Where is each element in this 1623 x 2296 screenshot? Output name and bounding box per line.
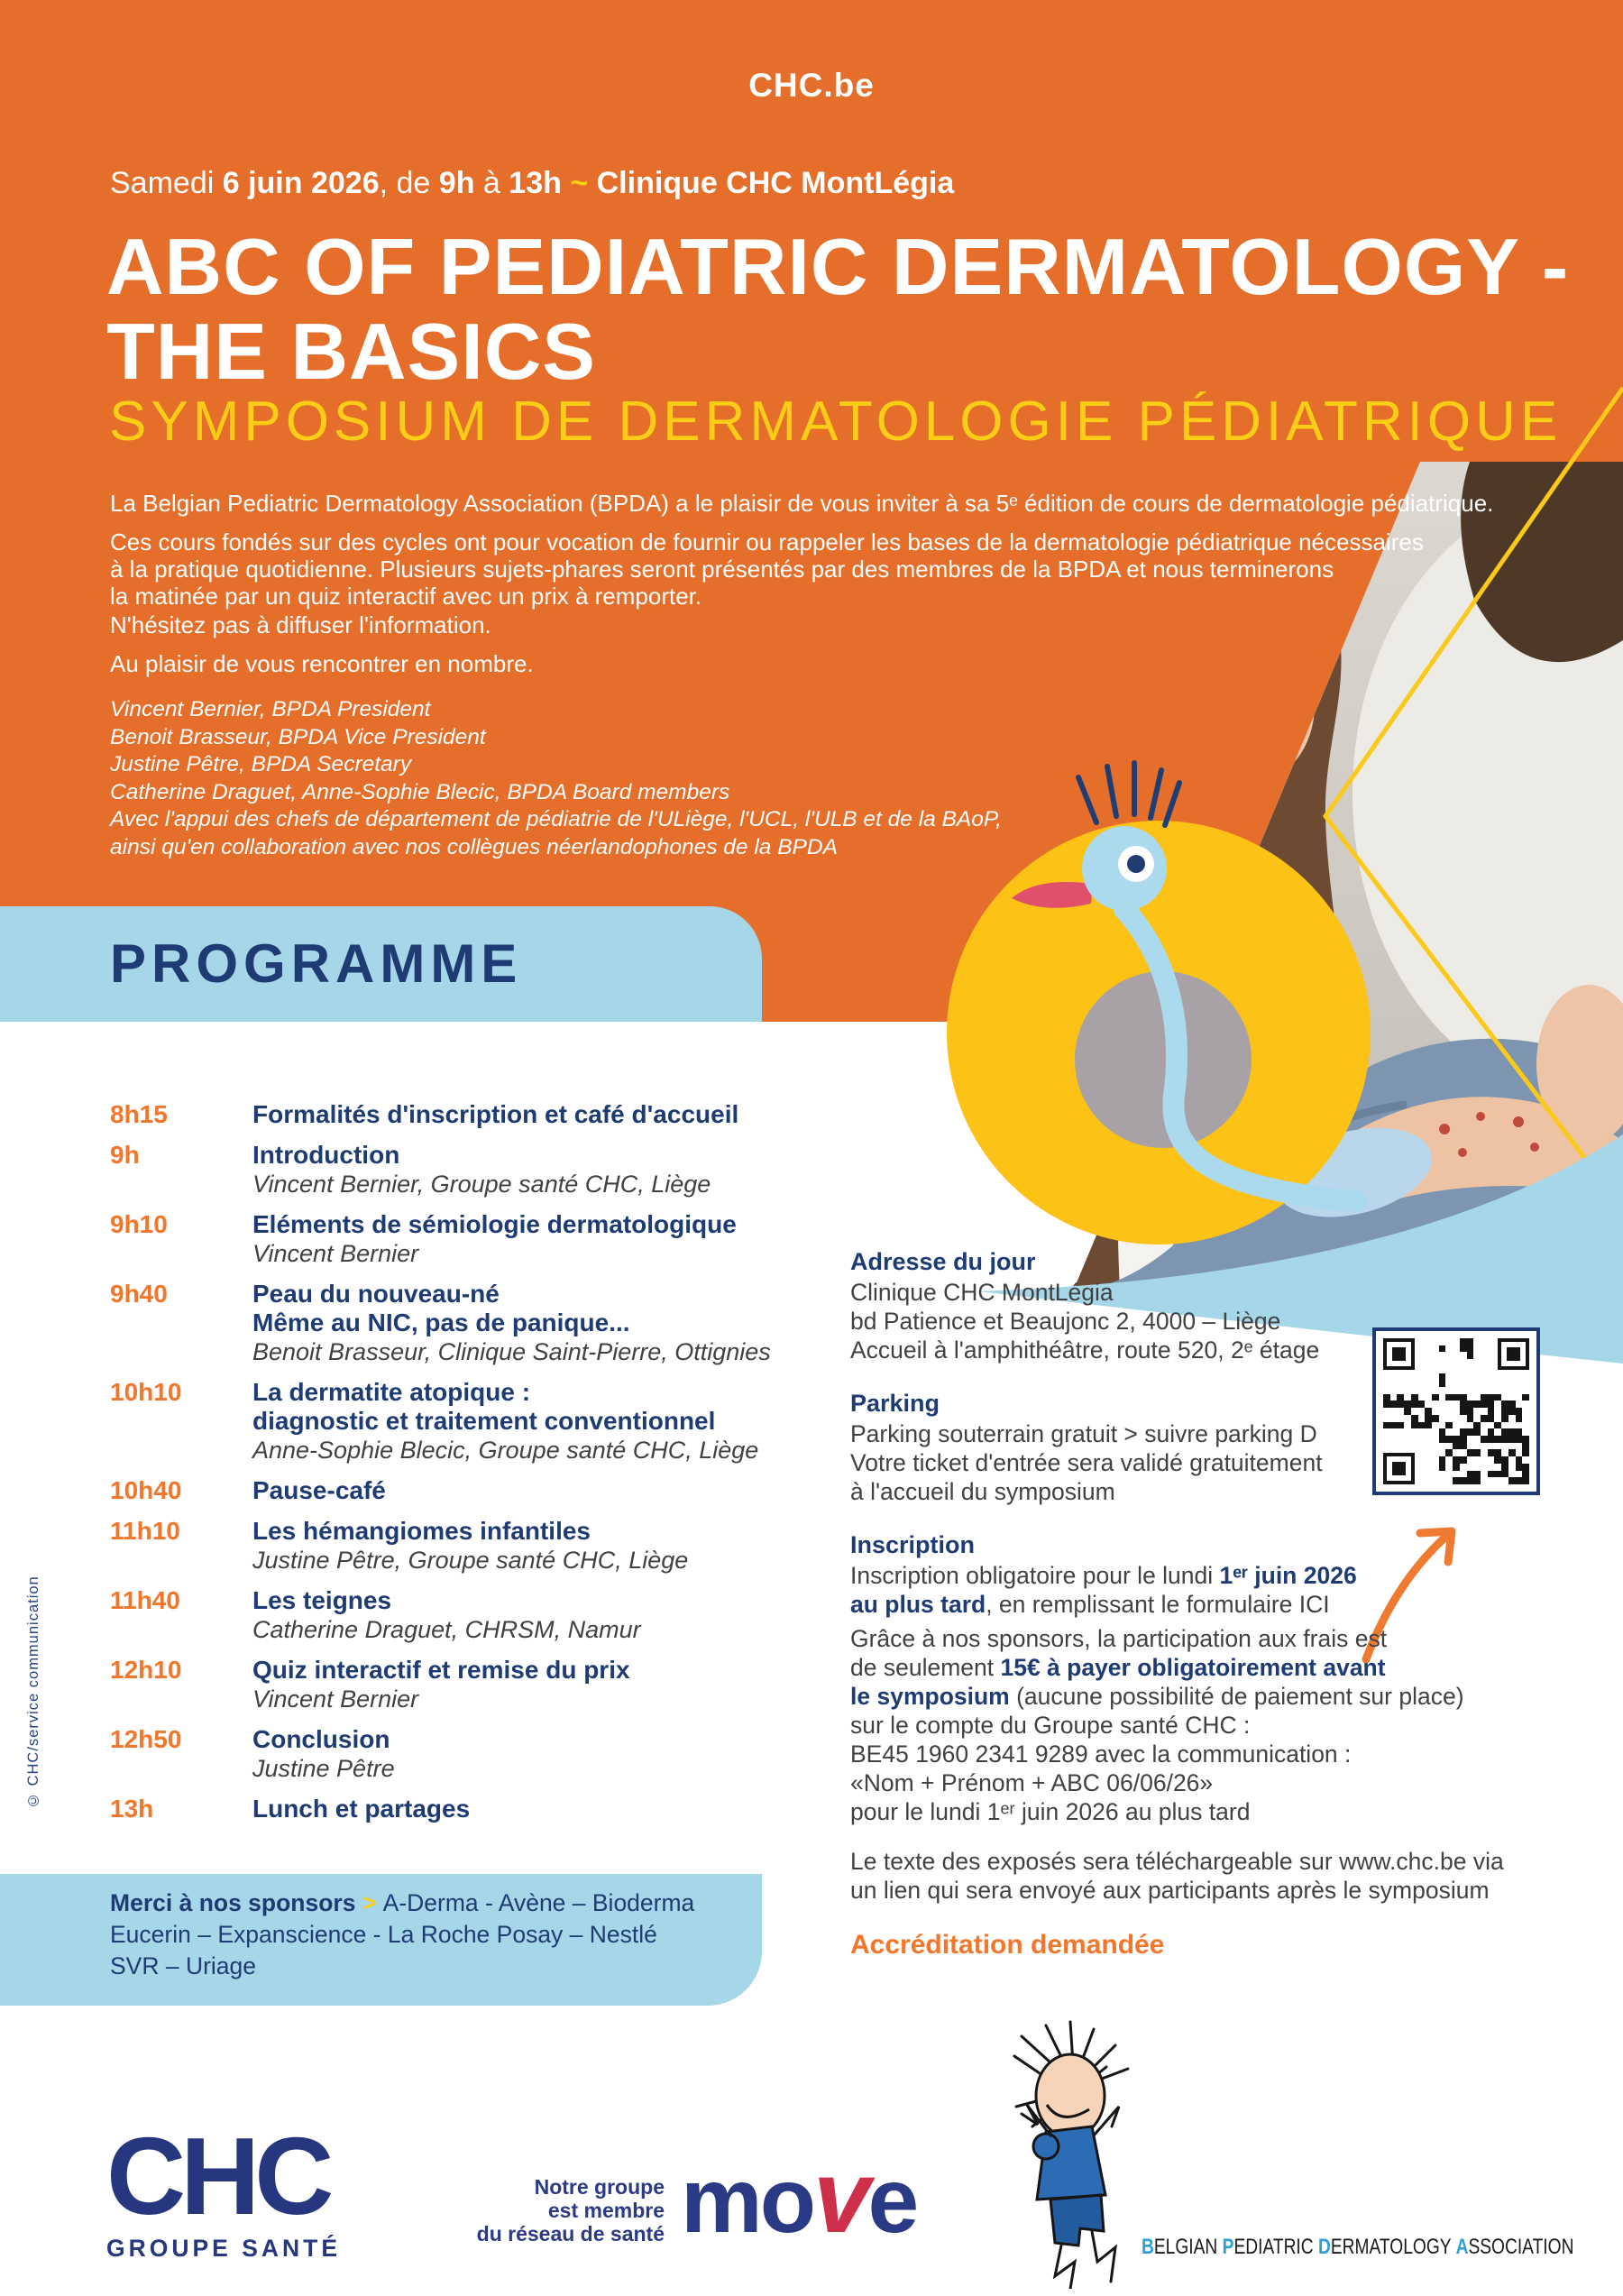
schedule-time: 11h40 [110, 1586, 180, 1614]
schedule-time: 9h10 [110, 1210, 168, 1238]
page-title-line1: ABC OF PEDIATRIC DERMATOLOGY - [106, 222, 1570, 311]
download-note [850, 1847, 1504, 1905]
schedule-title: La dermatite atopique : [252, 1378, 531, 1406]
site-url: CHC.be [748, 67, 875, 104]
bpda-association-name: BELGIAN PEDIATRIC DERMATOLOGY ASSOCIATION [1142, 2235, 1574, 2259]
payment-line: Grâce à nos sponsors, la participation aux frais est [850, 1625, 1388, 1652]
schedule-row [110, 1586, 858, 1644]
programme-schedule [110, 1100, 858, 1835]
schedule-time: 10h10 [110, 1378, 182, 1406]
schedule-title: Les teignes [252, 1586, 392, 1614]
signature-block [110, 696, 1002, 861]
sponsors-line: SVR – Uriage [110, 1952, 257, 1979]
intro-p2-line: la matinée par un quiz interactif avec un prix à remporter. [110, 583, 702, 610]
schedule-row [110, 1517, 858, 1575]
schedule-title: Pause-café [252, 1476, 386, 1504]
schedule-row [110, 1795, 858, 1823]
parking-line: Parking souterrain gratuit > suivre parking D [850, 1420, 1317, 1447]
intro-p2-line: Ces cours fondés sur des cycles ont pour vocation de fournir ou rappeler les bases de la dermatologie pédiatrique nécessaires [110, 528, 1424, 556]
schedule-time: 12h10 [110, 1656, 182, 1684]
qr-finder-icon [1498, 1338, 1529, 1370]
schedule-title: Lunch et partages [252, 1795, 471, 1823]
inscription-line: Inscription obligatoire pour le lundi 1ᵉʳ juin 2026 [850, 1562, 1357, 1589]
page-subtitle: SYMPOSIUM DE DERMATOLOGIE PÉDIATRIQUE [109, 390, 1563, 453]
schedule-time: 10h40 [110, 1476, 182, 1504]
address-line: Clinique CHC MontLégia [850, 1279, 1114, 1306]
parking-heading: Parking [850, 1390, 940, 1417]
schedule-title: Les hémangiomes infantiles [252, 1517, 591, 1545]
inscription-line: au plus tard, en remplissant le formulaire ICI [850, 1591, 1330, 1618]
sponsors-line: Eucerin – Expanscience - La Roche Posay – Nestlé [110, 1921, 657, 1948]
parking-section [850, 1389, 1323, 1506]
signature-line: ainsi qu'en collaboration avec nos collègues néerlandophones de la BPDA [110, 834, 838, 859]
inscription-section [850, 1530, 1357, 1619]
schedule-time: 13h [110, 1795, 154, 1823]
chc-wordmark: CHC [106, 2115, 329, 2237]
intro-p2-line: à la pratique quotidienne. Plusieurs sujets-phares seront présentés par des membres de la BPDA et nous terminerons [110, 556, 1334, 583]
intro-paragraph-4: Au plaisir de vous rencontrer en nombre. [110, 650, 534, 677]
download-note-line: Le texte des exposés sera téléchargeable sur www.chc.be via [850, 1848, 1504, 1875]
schedule-speaker: Justine Pêtre [252, 1755, 395, 1782]
schedule-time: 8h15 [110, 1100, 168, 1128]
schedule-speaker: Vincent Bernier [252, 1240, 419, 1267]
schedule-title: diagnostic et traitement conventionnel [252, 1407, 716, 1435]
schedule-time: 12h50 [110, 1725, 182, 1753]
schedule-row [110, 1476, 858, 1505]
address-section [850, 1247, 1319, 1364]
move-logo: move [681, 2140, 917, 2255]
address-line: bd Patience et Beaujonc 2, 4000 – Liège [850, 1308, 1281, 1335]
copyright-credit: © CHC/service communication [25, 1575, 41, 1808]
qr-finder-icon [1383, 1338, 1415, 1370]
schedule-time: 9h [110, 1141, 140, 1169]
qr-finder-icon [1383, 1453, 1415, 1484]
schedule-speaker: Justine Pêtre, Groupe santé CHC, Liège [252, 1547, 689, 1574]
schedule-speaker: Vincent Bernier [252, 1685, 419, 1713]
schedule-time: 11h10 [110, 1517, 180, 1545]
schedule-row [110, 1378, 858, 1465]
move-note-line: Notre groupe [534, 2175, 665, 2199]
intro-paragraph-3: N'hésitez pas à diffuser l'information. [110, 611, 491, 638]
event-dateline: Samedi 6 juin 2026, de 9h à 13h ~ Clinique CHC MontLégia [110, 166, 955, 200]
schedule-row [110, 1725, 858, 1783]
download-note-line: un lien qui sera envoyé aux participants après le symposium [850, 1877, 1490, 1904]
schedule-time: 9h40 [110, 1280, 168, 1308]
bpda-stick-figure-logo [1005, 2018, 1150, 2289]
address-heading: Adresse du jour [850, 1248, 1036, 1275]
signature-line: Avec l'appui des chefs de département de pédiatrie de l'ULiège, l'UCL, l'ULB et de la BAoP, [110, 807, 1002, 831]
sponsors-line: Merci à nos sponsors > A-Derma - Avène – Bioderma [110, 1889, 695, 1916]
programme-heading: PROGRAMME [110, 933, 523, 994]
payment-paragraph [850, 1624, 1464, 1826]
inscription-heading: Inscription [850, 1531, 976, 1558]
schedule-title: Peau du nouveau-né [252, 1280, 500, 1308]
signature-line: Catherine Draguet, Anne-Sophie Blecic, BPDA Board members [110, 779, 730, 804]
schedule-row [110, 1280, 858, 1366]
accreditation-note: Accréditation demandée [850, 1930, 1165, 1960]
schedule-row [110, 1141, 858, 1199]
signature-line: Justine Pêtre, BPDA Secretary [110, 752, 412, 776]
payment-line: «Nom + Prénom + ABC 06/06/26» [850, 1769, 1214, 1796]
intro-paragraph-1: La Belgian Pediatric Dermatology Association (BPDA) a le plaisir de vous inviter à sa 5ᵉ édition de cours de dermatologie pédiatrique. [110, 490, 1494, 517]
schedule-row [110, 1210, 858, 1268]
signature-line: Vincent Bernier, BPDA President [110, 697, 431, 721]
payment-line: pour le lundi 1ᵉʳ juin 2026 au plus tard [850, 1798, 1251, 1825]
schedule-title: Formalités d'inscription et café d'accueil [252, 1100, 739, 1128]
signature-line: Benoit Brasseur, BPDA Vice President [110, 724, 486, 749]
schedule-speaker: Anne-Sophie Blecic, Groupe santé CHC, Liège [252, 1437, 759, 1464]
move-note-line: du réseau de santé [476, 2222, 665, 2245]
schedule-row [110, 1656, 858, 1713]
schedule-title: Conclusion [252, 1725, 390, 1753]
schedule-title: Introduction [252, 1141, 400, 1169]
schedule-title: Même au NIC, pas de panique... [252, 1309, 630, 1336]
chc-tagline: GROUPE SANTÉ [106, 2235, 342, 2262]
payment-line: BE45 1960 2341 9289 avec la communication : [850, 1740, 1352, 1768]
schedule-title: Eléments de sémiologie dermatologique [252, 1210, 737, 1238]
chc-groupe-sante-logo [106, 2115, 342, 2263]
address-line: Accueil à l'amphithéâtre, route 520, 2ᵉ étage [850, 1336, 1320, 1364]
registration-qr-code [1372, 1327, 1540, 1495]
parking-line: à l'accueil du symposium [850, 1478, 1115, 1505]
move-note-line: est membre [547, 2199, 665, 2222]
parking-line: Votre ticket d'entrée sera validé gratuitement [850, 1449, 1323, 1476]
intro-paragraph-2 [110, 528, 1424, 610]
schedule-speaker: Benoit Brasseur, Clinique Saint-Pierre, Ottignies [252, 1338, 771, 1365]
schedule-row [110, 1100, 858, 1129]
schedule-speaker: Vincent Bernier, Groupe santé CHC, Liège [252, 1171, 711, 1198]
payment-line: le symposium (aucune possibilité de paiement sur place) [850, 1683, 1464, 1710]
page-title-line2: THE BASICS [106, 307, 596, 396]
schedule-title: Quiz interactif et remise du prix [252, 1656, 630, 1684]
payment-line: sur le compte du Groupe santé CHC : [850, 1712, 1251, 1739]
sponsors-box [0, 1874, 762, 2006]
move-network-note [410, 2175, 665, 2245]
schedule-speaker: Catherine Draguet, CHRSM, Namur [252, 1616, 641, 1643]
payment-line: de seulement 15€ à payer obligatoirement avant [850, 1654, 1386, 1681]
